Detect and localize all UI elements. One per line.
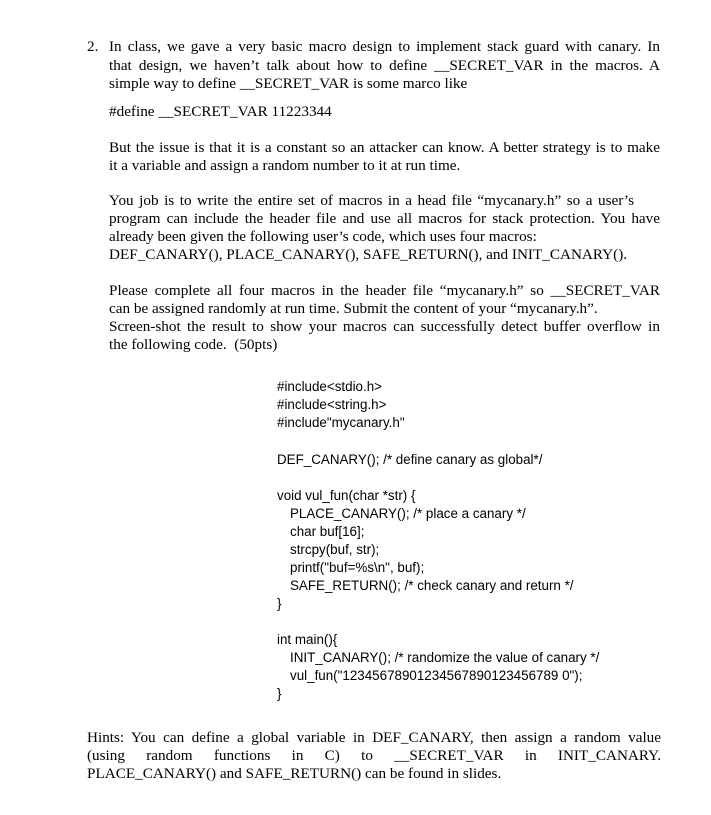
task-line-4: DEF_CANARY(), PLACE_CANARY(), SAFE_RETURN(), and INIT_CANARY(). [109, 246, 628, 263]
hints-line-2: (using random functions in C) to __SECRET_VAR in INIT_CANARY. [87, 747, 661, 764]
intro-line-3: simple way to define __SECRET_VAR is some marco like [109, 75, 468, 92]
define-example: #define __SECRET_VAR 11223344 [109, 103, 332, 120]
instructions-line-3: Screen-shot the result to show your macros can successfully detect buffer overflow in [109, 318, 660, 335]
code-line: vul_fun("12345678901234567890123456789 0"); [290, 668, 583, 683]
code-line: int main(){ [277, 632, 338, 647]
issue-line-1: But the issue is that it is a constant so an attacker can know. A better strategy is to make [109, 139, 660, 156]
code-line: DEF_CANARY(); /* define canary as global*/ [277, 452, 543, 467]
code-line: #include"mycanary.h" [277, 415, 405, 430]
code-line: strcpy(buf, str); [290, 542, 380, 557]
code-line: void vul_fun(char *str) { [277, 488, 416, 503]
code-line: #include<string.h> [277, 397, 387, 412]
code-line: char buf[16]; [290, 524, 365, 539]
hints-line-1: Hints: You can define a global variable in DEF_CANARY, then assign a random value [87, 729, 661, 746]
code-line: INIT_CANARY(); /* randomize the value of canary */ [290, 650, 600, 665]
hints-line-3: PLACE_CANARY() and SAFE_RETURN() can be found in slides. [87, 765, 502, 782]
intro-line-2: that design, we haven’t talk about how to define __SECRET_VAR in the macros. A [109, 57, 660, 74]
instructions-line-4: the following code. (50pts) [109, 336, 278, 353]
instructions-line-2: can be assigned randomly at run time. Submit the content of your “mycanary.h”. [109, 300, 598, 317]
task-line-1: You job is to write the entire set of macros in a head file “mycanary.h” so a user’s [109, 192, 634, 209]
task-line-2: program can include the header file and use all macros for stack protection. You have [109, 210, 660, 227]
task-line-3: already been given the following user’s code, which uses four macros: [109, 228, 537, 245]
code-line: SAFE_RETURN(); /* check canary and return */ [290, 578, 574, 593]
code-line: PLACE_CANARY(); /* place a canary */ [290, 506, 526, 521]
code-line: } [277, 686, 282, 701]
question-number: 2. [87, 38, 99, 55]
instructions-line-1: Please complete all four macros in the header file “mycanary.h” so __SECRET_VAR [109, 282, 660, 299]
intro-line-1: In class, we gave a very basic macro design to implement stack guard with canary. In [109, 38, 660, 55]
issue-line-2: it a variable and assign a random number to it at run time. [109, 157, 461, 174]
code-line: printf("buf=%s\n", buf); [290, 560, 425, 575]
code-line: } [277, 596, 282, 611]
code-line: #include<stdio.h> [277, 379, 382, 394]
